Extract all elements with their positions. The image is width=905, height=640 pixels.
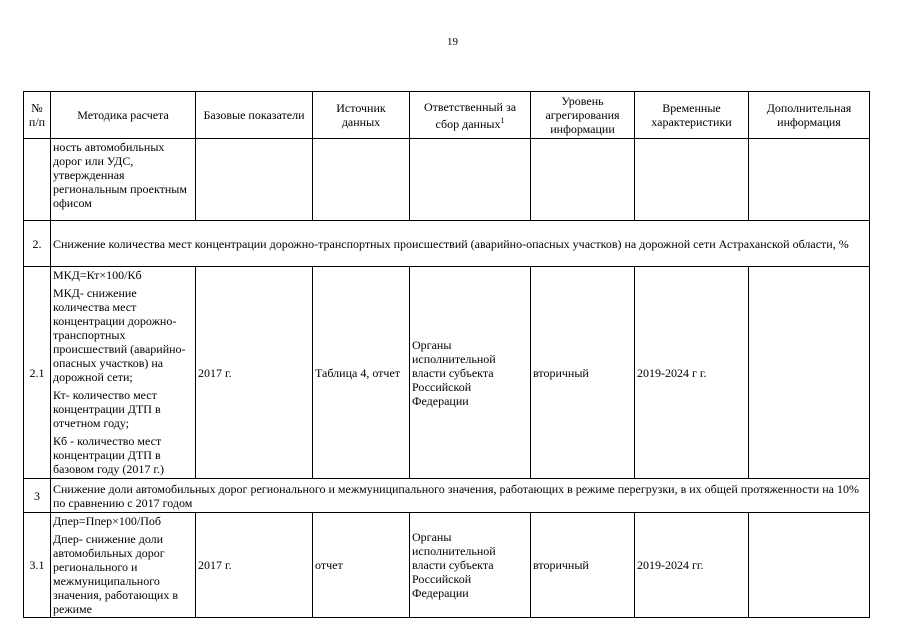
cell-num — [24, 139, 51, 221]
cell-source: Таблица 4, отчет — [313, 267, 410, 479]
header-level: Уровень агрегирования информации — [531, 92, 635, 139]
cell-time: 2019-2024 г г. — [635, 267, 749, 479]
method-formula: Дпер=Ппер×100/Поб — [53, 514, 161, 528]
cell-responsible — [410, 139, 531, 221]
cell-base: 2017 г. — [196, 513, 313, 618]
cell-level: вторичный — [531, 267, 635, 479]
cell-source: отчет — [313, 513, 410, 618]
cell-extra — [749, 139, 870, 221]
cell-method: ность автомобильных дорог или УДС, утвержденная региональным проектным офисом — [51, 139, 196, 221]
cell-responsible: Органы исполнительной власти субъекта Российской Федерации — [410, 513, 531, 618]
cell-level — [531, 139, 635, 221]
header-method: Методика расчета — [51, 92, 196, 139]
method-definition: Дпер- снижение доли автомобильных дорог регионального и межмуниципального значения, работающих в режиме — [53, 532, 179, 616]
methodology-table — [23, 91, 870, 618]
cell-source — [313, 139, 410, 221]
cell-extra — [749, 513, 870, 618]
header-responsible-text: Ответственный за сбор данных — [423, 99, 517, 131]
header-extra: Дополнительная информация — [749, 92, 870, 139]
cell-time: 2019-2024 гг. — [635, 513, 749, 618]
table-row-3-1 — [24, 513, 870, 618]
section-num: 3 — [24, 479, 51, 513]
section-title: Снижение доли автомобильных дорог регионального и межмуниципального значения, работающих в режиме перегрузки, в их общей протяженности на 10% по сравнению с 2017 годом — [51, 479, 870, 513]
section-num: 2. — [24, 221, 51, 267]
cell-level: вторичный — [531, 513, 635, 618]
section-row-2 — [24, 221, 870, 267]
header-source: Источник данных — [313, 92, 410, 139]
cell-time — [635, 139, 749, 221]
cell-method — [51, 513, 196, 618]
method-definition: Кт- количество мест концентрации ДТП в отчетном году; — [53, 388, 161, 430]
footnote-marker: 1 — [500, 115, 505, 125]
section-title: Снижение количества мест концентрации дорожно-транспортных происшествий (аварийно-опасных участков) на дорожной сети Астраханской области, % — [51, 221, 870, 267]
table-row-continuation — [24, 139, 870, 221]
header-base: Базовые показатели — [196, 92, 313, 139]
cell-base: 2017 г. — [196, 267, 313, 479]
header-responsible — [410, 92, 531, 139]
page-number: 19 — [447, 36, 458, 48]
method-definition: Кб - количество мест концентрации ДТП в базовом году (2017 г.) — [53, 434, 164, 476]
method-formula: МКД=Кт×100/Кб — [53, 268, 142, 282]
table-row-2-1 — [24, 267, 870, 479]
cell-responsible: Органы исполнительной власти субъекта Российской Федерации — [410, 267, 531, 479]
cell-num: 2.1 — [24, 267, 51, 479]
cell-extra — [749, 267, 870, 479]
method-definition: МКД- снижение количества мест концентрации дорожно-транспортных происшествий (аварийно-опасных участков) на дорожной сети; — [53, 286, 186, 384]
cell-base — [196, 139, 313, 221]
section-row-3 — [24, 479, 870, 513]
cell-num: 3.1 — [24, 513, 51, 618]
header-num: № п/п — [24, 92, 51, 139]
header-row — [24, 92, 870, 139]
cell-method — [51, 267, 196, 479]
header-time: Временные характеристики — [635, 92, 749, 139]
